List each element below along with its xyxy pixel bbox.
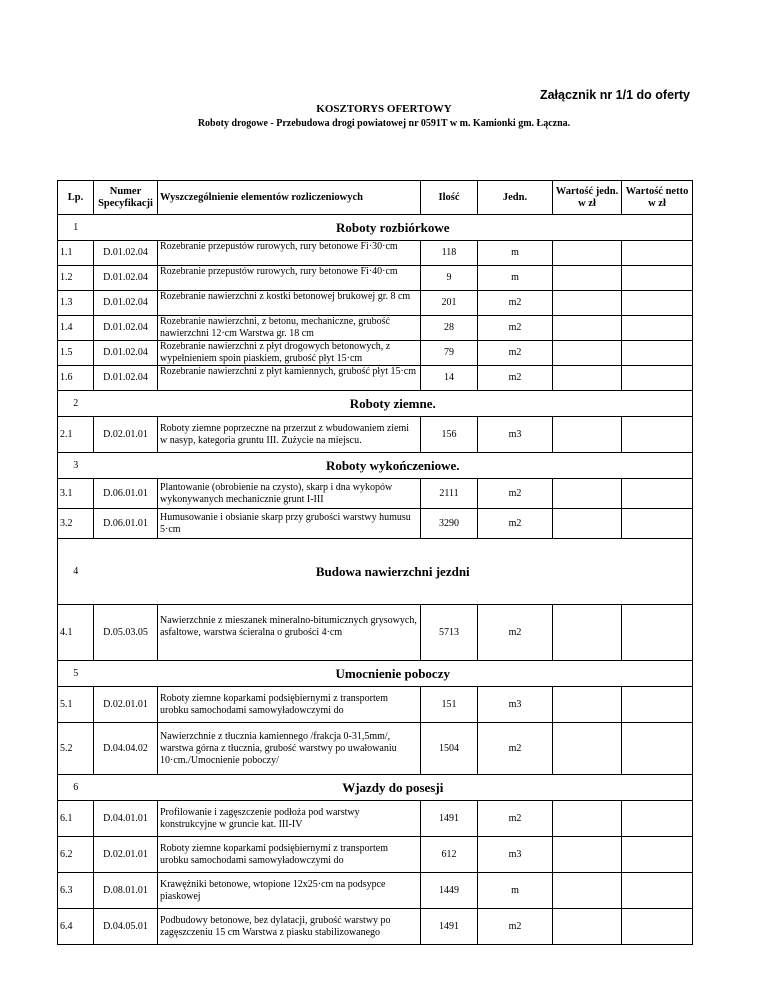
row-qty: 612 — [421, 837, 478, 873]
header-unit-price: Wartość jedn. w zł — [553, 181, 622, 215]
row-lp: 3.2 — [58, 509, 94, 539]
row-desc — [158, 241, 421, 266]
row-lp: 1.2 — [58, 266, 94, 291]
row-desc-text: Rozebranie przepustów rurowych, rury betonowe Fi·40·cm — [160, 266, 398, 277]
row-net-value — [622, 241, 693, 266]
section-title: Umocnienie poboczy — [94, 661, 693, 687]
row-unit-price — [553, 291, 622, 316]
section-row — [58, 391, 693, 417]
table-body — [58, 181, 693, 945]
row-spec: D.02.01.01 — [94, 687, 158, 723]
row-desc — [158, 316, 421, 341]
table-row — [58, 341, 693, 366]
table-row — [58, 837, 693, 873]
row-spec: D.06.01.01 — [94, 509, 158, 539]
row-unit: m2 — [478, 479, 553, 509]
row-lp: 3.1 — [58, 479, 94, 509]
section-title: Roboty ziemne. — [94, 391, 693, 417]
table-row — [58, 605, 693, 661]
section-number: 5 — [58, 661, 94, 687]
row-desc-text: Plantowanie (obrobienie na czysto), skarp i dna wykopów wykonywanych mechanicznie grunt I-III — [160, 481, 393, 505]
row-net-value — [622, 316, 693, 341]
row-lp: 6.3 — [58, 873, 94, 909]
row-desc-text: Rozebranie przepustów rurowych, rury betonowe Fi·30·cm — [160, 241, 398, 252]
row-unit: m3 — [478, 837, 553, 873]
row-desc-text: Roboty ziemne koparkami podsiębiernymi z transportem urobku samochodami samowyładowczymi do — [160, 692, 388, 716]
header-lp: Lp. — [58, 181, 94, 215]
row-qty: 1491 — [421, 909, 478, 945]
row-lp: 6.4 — [58, 909, 94, 945]
document-title: KOSZTORYS OFERTOWY — [316, 103, 452, 115]
row-unit: m2 — [478, 291, 553, 316]
row-qty: 5713 — [421, 605, 478, 661]
row-net-value — [622, 723, 693, 775]
section-title: Roboty rozbiórkowe — [94, 215, 693, 241]
row-unit: m2 — [478, 723, 553, 775]
row-desc-text: Profilowanie i zagęszczenie podłoża pod warstwy konstrukcyjne w gruncie kat. III-IV — [160, 806, 360, 830]
row-qty: 9 — [421, 266, 478, 291]
row-lp: 1.5 — [58, 341, 94, 366]
row-qty: 2111 — [421, 479, 478, 509]
row-net-value — [622, 341, 693, 366]
row-unit: m2 — [478, 366, 553, 391]
row-desc — [158, 366, 421, 391]
table-row — [58, 801, 693, 837]
row-unit: m — [478, 873, 553, 909]
row-spec: D.01.02.04 — [94, 291, 158, 316]
row-spec: D.04.04.02 — [94, 723, 158, 775]
table-row — [58, 509, 693, 539]
section-row — [58, 453, 693, 479]
row-unit: m2 — [478, 605, 553, 661]
row-unit: m — [478, 266, 553, 291]
section-number: 1 — [58, 215, 94, 241]
row-net-value — [622, 909, 693, 945]
header-spec: Numer Specyfikacji — [94, 181, 158, 215]
row-spec: D.02.01.01 — [94, 417, 158, 453]
section-row — [58, 539, 693, 605]
row-desc-text: Rozebranie nawierzchni, z betonu, mechaniczne, grubość nawierzchni 12·cm Warstwa gr. 18 cm — [160, 316, 390, 339]
header-qty: Ilość — [421, 181, 478, 215]
row-qty: 28 — [421, 316, 478, 341]
table-row — [58, 366, 693, 391]
section-number: 3 — [58, 453, 94, 479]
row-unit-price — [553, 909, 622, 945]
row-spec: D.02.01.01 — [94, 837, 158, 873]
row-unit-price — [553, 341, 622, 366]
row-net-value — [622, 801, 693, 837]
row-lp: 1.3 — [58, 291, 94, 316]
row-unit-price — [553, 723, 622, 775]
row-desc — [158, 417, 421, 453]
row-qty: 201 — [421, 291, 478, 316]
row-lp: 1.1 — [58, 241, 94, 266]
row-qty: 118 — [421, 241, 478, 266]
row-desc-text: Rozebranie nawierzchni z płyt kamiennych, grubość płyt 15·cm — [160, 366, 417, 377]
row-qty: 1449 — [421, 873, 478, 909]
row-desc — [158, 687, 421, 723]
row-desc — [158, 605, 421, 661]
row-unit-price — [553, 266, 622, 291]
section-number: 6 — [58, 775, 94, 801]
section-title: Roboty wykończeniowe. — [94, 453, 693, 479]
row-desc — [158, 266, 421, 291]
header-unit: Jedn. — [478, 181, 553, 215]
row-spec: D.04.05.01 — [94, 909, 158, 945]
row-unit-price — [553, 241, 622, 266]
row-qty: 1491 — [421, 801, 478, 837]
row-desc — [158, 291, 421, 316]
row-desc — [158, 341, 421, 366]
row-net-value — [622, 605, 693, 661]
row-qty: 3290 — [421, 509, 478, 539]
attachment-label: Załącznik nr 1/1 do oferty — [539, 88, 690, 102]
row-unit-price — [553, 687, 622, 723]
row-unit: m2 — [478, 509, 553, 539]
row-qty: 14 — [421, 366, 478, 391]
row-lp: 5.2 — [58, 723, 94, 775]
row-unit-price — [553, 873, 622, 909]
table-row — [58, 417, 693, 453]
section-title: Wjazdy do posesji — [94, 775, 693, 801]
row-lp: 1.6 — [58, 366, 94, 391]
row-net-value — [622, 509, 693, 539]
row-lp: 4.1 — [58, 605, 94, 661]
table-row — [58, 909, 693, 945]
header-net-value: Wartość netto w zł — [622, 181, 693, 215]
row-net-value — [622, 479, 693, 509]
row-desc — [158, 723, 421, 775]
row-unit-price — [553, 479, 622, 509]
row-unit: m2 — [478, 909, 553, 945]
row-unit: m2 — [478, 801, 553, 837]
row-net-value — [622, 417, 693, 453]
row-desc-text: Rozebranie nawierzchni z kostki betonowej brukowej gr. 8 cm — [160, 291, 411, 302]
header-desc: Wyszczególnienie elementów rozliczeniowych — [158, 181, 421, 215]
row-desc-text: Roboty ziemne koparkami podsiębiernymi z transportem urobku samochodami samowyładowczymi do — [160, 842, 388, 866]
row-qty: 151 — [421, 687, 478, 723]
row-net-value — [622, 366, 693, 391]
row-desc — [158, 509, 421, 539]
table-row — [58, 241, 693, 266]
section-number: 4 — [58, 539, 94, 605]
row-lp: 2.1 — [58, 417, 94, 453]
row-net-value — [622, 291, 693, 316]
row-desc-text: Roboty ziemne poprzeczne na przerzut z wbudowaniem ziemi w nasyp, kategoria gruntu III. Zużycie na miejscu. — [160, 422, 410, 446]
table-row — [58, 687, 693, 723]
row-unit: m3 — [478, 417, 553, 453]
row-lp: 1.4 — [58, 316, 94, 341]
row-spec: D.06.01.01 — [94, 479, 158, 509]
table-row — [58, 873, 693, 909]
row-spec: D.05.03.05 — [94, 605, 158, 661]
row-unit-price — [553, 605, 622, 661]
row-desc-text: Nawierzchnie z tłucznia kamiennego /frakcja 0-31,5mm/, warstwa górna z tłucznia, grubość warstwy po uwałowaniu 10·cm./Umocnienie poboczy/ — [160, 730, 397, 766]
row-lp: 5.1 — [58, 687, 94, 723]
section-row — [58, 215, 693, 241]
row-desc — [158, 909, 421, 945]
row-desc-text: Podbudowy betonowe, bez dylatacji, grubość warstwy po zagęszczeniu 15 cm Warstwa z piasku stabilizowanego — [160, 914, 391, 938]
row-lp: 6.2 — [58, 837, 94, 873]
section-row — [58, 661, 693, 687]
row-spec: D.04.01.01 — [94, 801, 158, 837]
row-desc-text: Rozebranie nawierzchni z płyt drogowych betonowych, z wypełnieniem spoin piaskiem, grubość płyt 15·cm — [160, 341, 391, 364]
row-net-value — [622, 266, 693, 291]
row-desc — [158, 801, 421, 837]
table-row — [58, 479, 693, 509]
row-net-value — [622, 837, 693, 873]
section-title: Budowa nawierzchni jezdni — [94, 539, 693, 605]
row-unit-price — [553, 801, 622, 837]
document-subtitle: Roboty drogowe - Przebudowa drogi powiatowej nr 0591T w m. Kamionki gm. Łączna. — [197, 118, 571, 129]
row-spec: D.01.02.04 — [94, 316, 158, 341]
row-unit-price — [553, 366, 622, 391]
row-unit-price — [553, 509, 622, 539]
row-unit: m — [478, 241, 553, 266]
table-header-row — [58, 181, 693, 215]
row-net-value — [622, 687, 693, 723]
row-desc — [158, 837, 421, 873]
row-qty: 156 — [421, 417, 478, 453]
table-row — [58, 723, 693, 775]
row-desc-text: Humusowanie i obsianie skarp przy grubości warstwy humusu 5·cm — [160, 511, 411, 535]
row-spec: D.01.02.04 — [94, 266, 158, 291]
table-row — [58, 266, 693, 291]
row-spec: D.01.02.04 — [94, 341, 158, 366]
row-spec: D.01.02.04 — [94, 241, 158, 266]
row-spec: D.01.02.04 — [94, 366, 158, 391]
row-spec: D.08.01.01 — [94, 873, 158, 909]
section-row — [58, 775, 693, 801]
section-number: 2 — [58, 391, 94, 417]
row-desc — [158, 873, 421, 909]
row-net-value — [622, 873, 693, 909]
row-unit: m2 — [478, 316, 553, 341]
row-unit: m3 — [478, 687, 553, 723]
row-unit: m2 — [478, 341, 553, 366]
row-unit-price — [553, 837, 622, 873]
row-qty: 1504 — [421, 723, 478, 775]
row-desc — [158, 479, 421, 509]
row-desc-text: Krawężniki betonowe, wtopione 12x25·cm na podsypce piaskowej — [160, 878, 386, 902]
table-row — [58, 316, 693, 341]
row-qty: 79 — [421, 341, 478, 366]
row-lp: 6.1 — [58, 801, 94, 837]
row-desc-text: Nawierzchnie z mieszanek mineralno-bitumicznych grysowych, asfaltowe, warstwa ścieralna o grubości 4·cm — [160, 614, 417, 638]
row-unit-price — [553, 417, 622, 453]
cost-estimate-table — [57, 180, 693, 945]
row-unit-price — [553, 316, 622, 341]
table-row — [58, 291, 693, 316]
